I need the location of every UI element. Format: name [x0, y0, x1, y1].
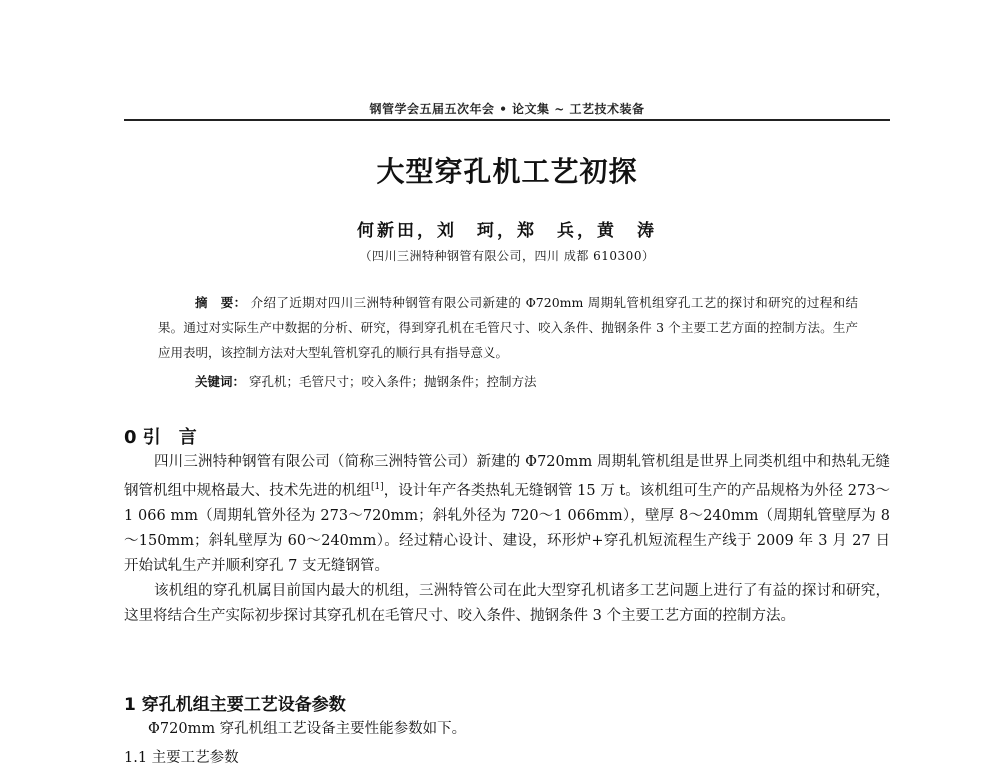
keywords-label: 关键词： [195, 374, 246, 389]
abstract [158, 290, 858, 365]
abstract-text [158, 290, 858, 365]
keywords [195, 372, 537, 392]
paragraph-1-part-b: ，设计年产各类热轧无缝钢管 15 万 t。该机组可生产的产品规格为外径 273～1 066 mm（周期轧管外径为 273～720mm；斜轧外径为 720～1 066mm），壁厚 8～240mm（周期轧管壁厚为 8～150mm；斜轧壁厚为 60～240mm）。经过精心设计、建设，环形炉+穿孔机短流程生产线于 2009 年 3 月 27 日开始试轧生产并顺利穿孔 7 支无缝钢管。 [124, 482, 890, 574]
running-header: 钢管学会五届五次年会 • 论文集 ~ 工艺技术装备 [369, 102, 645, 116]
authors: 何新田，刘 珂，郑 兵，黄 涛 [357, 221, 657, 241]
affiliation: （四川三洲特种钢管有限公司，四川 成都 610300） [359, 249, 655, 263]
subsection-1-1-heading: 1.1 主要工艺参数 [124, 750, 239, 766]
section-1-heading: 1 穿孔机组主要工艺设备参数 [124, 695, 346, 715]
paragraph-1-part-a: 四川三洲特种钢管有限公司（简称三洲特管公司）新建的 Φ720mm 周期轧管机组是世界上同类机组中和热轧无缝钢管机组中规格最大、技术先进的机组 [124, 454, 890, 499]
section-1-paragraph: Φ720mm 穿孔机组工艺设备主要性能参数如下。 [148, 721, 467, 737]
header-rule [124, 119, 890, 121]
abstract-body: 介绍了近期对四川三洲特种钢管有限公司新建的 Φ720mm 周期轧管机组穿孔工艺的探讨和研究的过程和结果。通过对实际生产中数据的分析、研究，得到穿孔机在毛管尺寸、咬入条件、抛钢条件 3 个主要工艺方面的控制方法。生产应用表明，该控制方法对大型轧管机穿孔的顺行具有指导意义。 [158, 295, 858, 360]
section-0-paragraph-2: 该机组的穿孔机属目前国内最大的机组，三洲特管公司在此大型穿孔机诸多工艺问题上进行了有益的探讨和研究，这里将结合生产实际初步探讨其穿孔机在毛管尺寸、咬入条件、抛钢条件 3 个主要工艺方面的控制方法。 [124, 582, 890, 624]
section-0-paragraph-1 [124, 450, 890, 579]
keywords-text: 穿孔机；毛管尺寸；咬入条件；抛钢条件；控制方法 [249, 374, 537, 389]
paper-title: 大型穿孔机工艺初探 [376, 155, 638, 188]
section-0-heading: 0 引 言 [124, 427, 197, 448]
abstract-label: 摘 要： [195, 295, 247, 310]
section-0-body [124, 450, 890, 629]
citation-ref: [1] [370, 482, 384, 492]
